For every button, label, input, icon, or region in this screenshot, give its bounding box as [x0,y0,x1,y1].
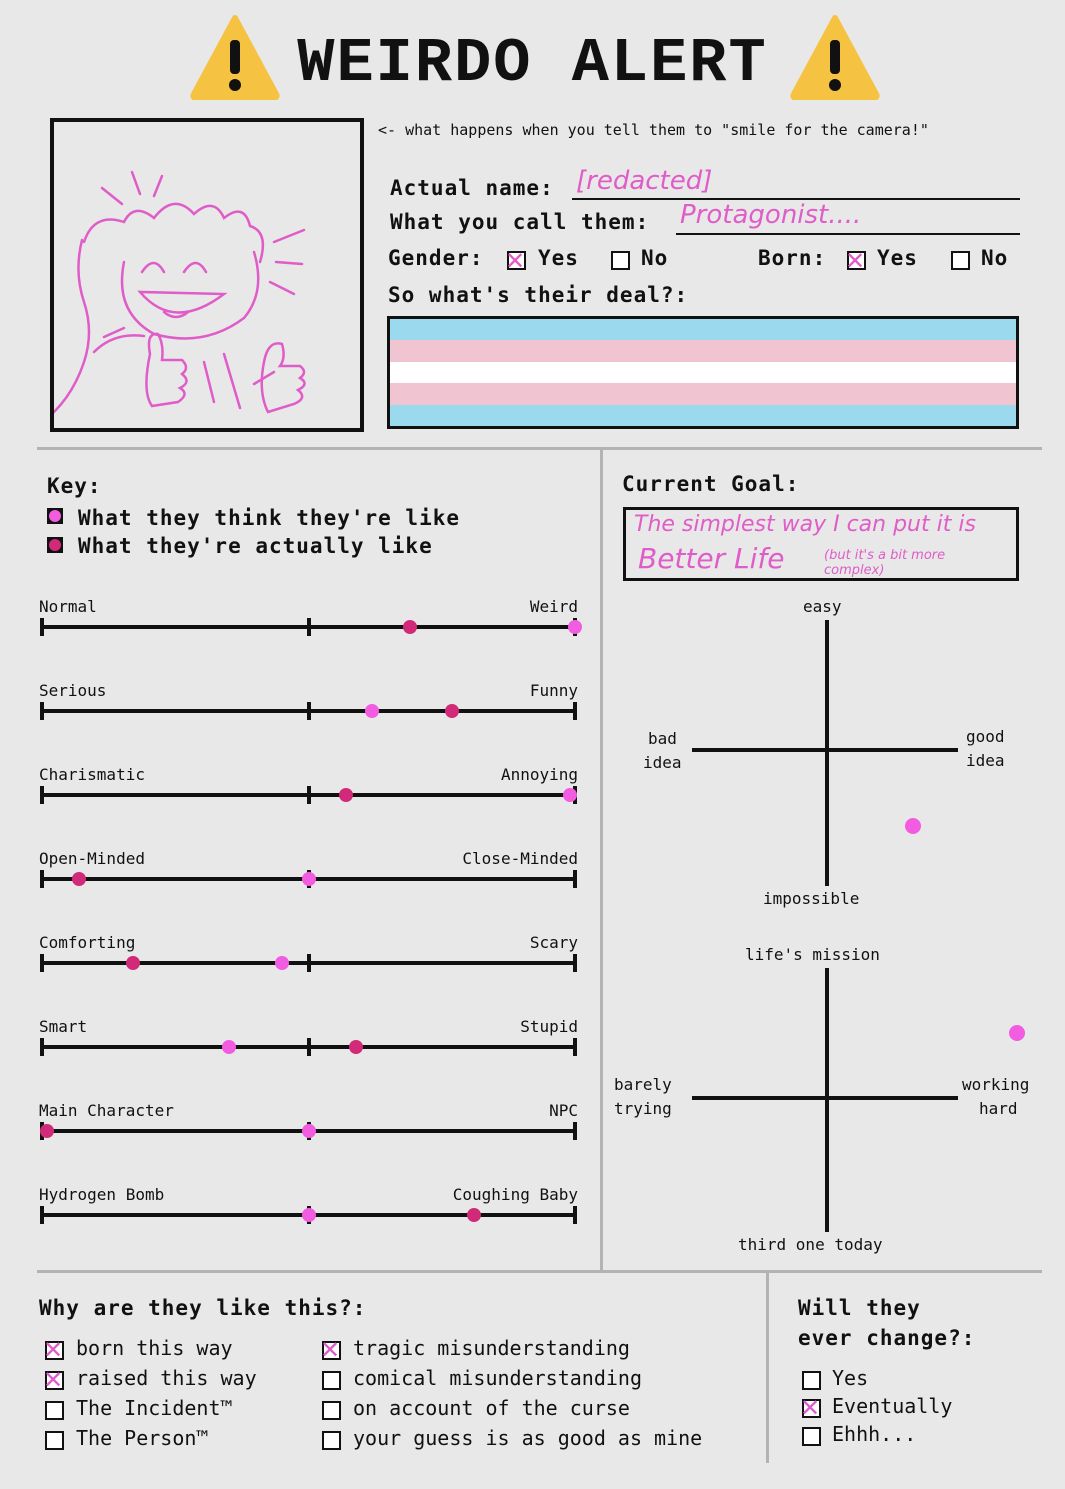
key-title: Key: [47,474,102,498]
scale-right-label: Coughing Baby [452,1185,578,1204]
flag-stripe-3 [390,362,1016,383]
chart2-left-label-1: barely [614,1075,672,1094]
scale-tick [40,618,44,636]
why-checkbox[interactable] [322,1431,341,1450]
scale-left-label: Open-Minded [39,849,145,868]
scale-tick [40,702,44,720]
gender-yes-label: Yes [538,246,579,270]
scale-left-label: Hydrogen Bomb [39,1185,165,1204]
change-option-label: Ehhh... [832,1422,917,1446]
flag-stripe-2 [390,340,1016,361]
scale-tick [573,954,577,972]
scale-actual-marker[interactable] [467,1208,481,1222]
scale-right-label: Close-Minded [462,849,578,868]
scale-tick [307,786,311,804]
why-option-label: The Person™ [76,1426,209,1450]
actual-name-label: Actual name: [390,176,554,200]
goal-text-line1: The simplest way I can put it is [634,512,976,537]
scale-think-marker[interactable] [275,956,289,970]
why-option-label: born this way [76,1336,233,1360]
chart1-left-label-2: idea [643,753,682,772]
scale-tick [573,702,577,720]
chart2-right-label-2: hard [979,1099,1018,1118]
change-option-label: Eventually [832,1394,953,1418]
scale-think-marker[interactable] [302,1124,316,1138]
chart1-left-label-1: bad [648,729,677,748]
scale-actual-marker[interactable] [40,1124,54,1138]
chart2-bottom-label: third one today [738,1235,883,1254]
why-option-label: on account of the curse [353,1396,630,1420]
scale-tick [40,870,44,888]
chart2-point [1009,1025,1025,1041]
why-check-mark: ✕ [43,1336,64,1364]
actual-name-value[interactable]: [redacted] [576,166,713,196]
scale-right-label: Stupid [520,1017,578,1036]
scale-tick [307,954,311,972]
goal-box[interactable] [623,507,1019,581]
scale-tick [573,1038,577,1056]
scale-left-label: Smart [39,1017,88,1036]
scale-right-label: Weird [529,597,578,616]
scale-think-marker[interactable] [365,704,379,718]
scale-left-label: Comforting [39,933,136,952]
chart2-horizontal-axis [692,1096,958,1100]
gender-yes-check-mark: ✕ [505,247,526,275]
deal-label: So what's their deal?: [388,283,689,307]
divider-bottom-middle [766,1273,769,1463]
scale-tick [40,1206,44,1224]
goal-title: Current Goal: [622,472,800,496]
divider-top [37,447,1042,450]
flag-stripe-5 [390,405,1016,426]
why-checkbox[interactable] [322,1371,341,1390]
why-check-mark: ✕ [320,1336,341,1364]
change-checkbox[interactable] [802,1427,821,1446]
why-title: Why are they like this?: [39,1296,367,1320]
scale-right-label: Scary [529,933,578,952]
divider-middle [600,450,603,1270]
why-checkbox[interactable] [45,1401,64,1420]
scale-left-label: Main Character [39,1101,174,1120]
key-think-label: What they think they're like [78,506,461,530]
chart2-top-label: life's mission [745,945,880,964]
scale-think-marker[interactable] [568,620,582,634]
born-yes-label: Yes [877,246,918,270]
scale-tick [40,954,44,972]
call-them-underline [676,233,1020,235]
why-option-label: The Incident™ [76,1396,233,1420]
chart1-horizontal-axis [692,748,958,752]
scale-tick [307,702,311,720]
born-no-label: No [981,246,1009,270]
chart2-left-label-2: trying [614,1099,672,1118]
scale-actual-marker[interactable] [445,704,459,718]
call-them-value[interactable]: Protagonist.... [680,200,862,230]
pride-flag [387,316,1019,429]
scale-actual-marker[interactable] [349,1040,363,1054]
scale-actual-marker[interactable] [126,956,140,970]
why-checkbox[interactable] [322,1401,341,1420]
page-title: WEIRDO ALERT [297,28,768,99]
scale-tick [573,1122,577,1140]
photo-caption: <- what happens when you tell them to "smile for the camera!" [378,121,929,139]
gender-label: Gender: [388,246,484,270]
photo-box [50,118,364,432]
flag-stripe-1 [390,319,1016,340]
chart1-top-label: easy [803,597,842,616]
scale-tick [573,1206,577,1224]
scale-right-label: Funny [529,681,578,700]
scale-left-label: Charismatic [39,765,145,784]
gender-no-checkbox[interactable] [611,251,630,270]
scale-actual-marker[interactable] [403,620,417,634]
gender-no-label: No [641,246,669,270]
scale-right-label: NPC [549,1101,578,1120]
change-checkbox[interactable] [802,1371,821,1390]
scale-think-marker[interactable] [302,872,316,886]
born-yes-check-mark: ✕ [845,247,866,275]
chart1-vertical-axis [825,620,829,886]
call-them-label: What you call them: [390,210,650,234]
scale-tick [307,1038,311,1056]
scale-tick [573,870,577,888]
change-check-mark: ✕ [800,1394,821,1422]
warning-icon-right [790,14,880,100]
scale-tick [40,1038,44,1056]
why-check-mark: ✕ [43,1366,64,1394]
scale-think-marker[interactable] [302,1208,316,1222]
chart1-bottom-label: impossible [763,889,860,908]
why-option-label: your guess is as good as mine [353,1426,703,1450]
doodle-drawing [54,122,360,428]
chart2-right-label-1: working [962,1075,1030,1094]
key-actual-label: What they're actually like [78,534,433,558]
born-no-checkbox[interactable] [951,251,970,270]
scale-think-marker[interactable] [563,788,577,802]
scale-think-marker[interactable] [222,1040,236,1054]
change-option-label: Yes [832,1366,869,1390]
flag-stripe-4 [390,383,1016,404]
why-option-label: comical misunderstanding [353,1366,642,1390]
key-actual-swatch [47,537,63,553]
born-label: Born: [758,246,827,270]
scale-tick [40,786,44,804]
scale-right-label: Annoying [500,765,578,784]
key-think-swatch [47,508,63,524]
scale-left-label: Normal [39,597,97,616]
goal-text-note: (but it's a bit more complex) [824,548,946,578]
chart1-right-label-2: idea [966,751,1005,770]
change-title-2: ever change?: [798,1326,976,1350]
why-option-label: tragic misunderstanding [353,1336,630,1360]
why-checkbox[interactable] [45,1431,64,1450]
scale-actual-marker[interactable] [339,788,353,802]
scale-actual-marker[interactable] [72,872,86,886]
chart1-right-label-1: good [966,727,1005,746]
scale-left-label: Serious [39,681,107,700]
scale-tick [307,618,311,636]
chart1-point [905,818,921,834]
why-option-label: raised this way [76,1366,257,1390]
goal-text-line2: Better Life [638,542,785,575]
chart2-vertical-axis [825,968,829,1232]
divider-bottom [37,1270,1042,1273]
change-title-1: Will they [798,1296,921,1320]
